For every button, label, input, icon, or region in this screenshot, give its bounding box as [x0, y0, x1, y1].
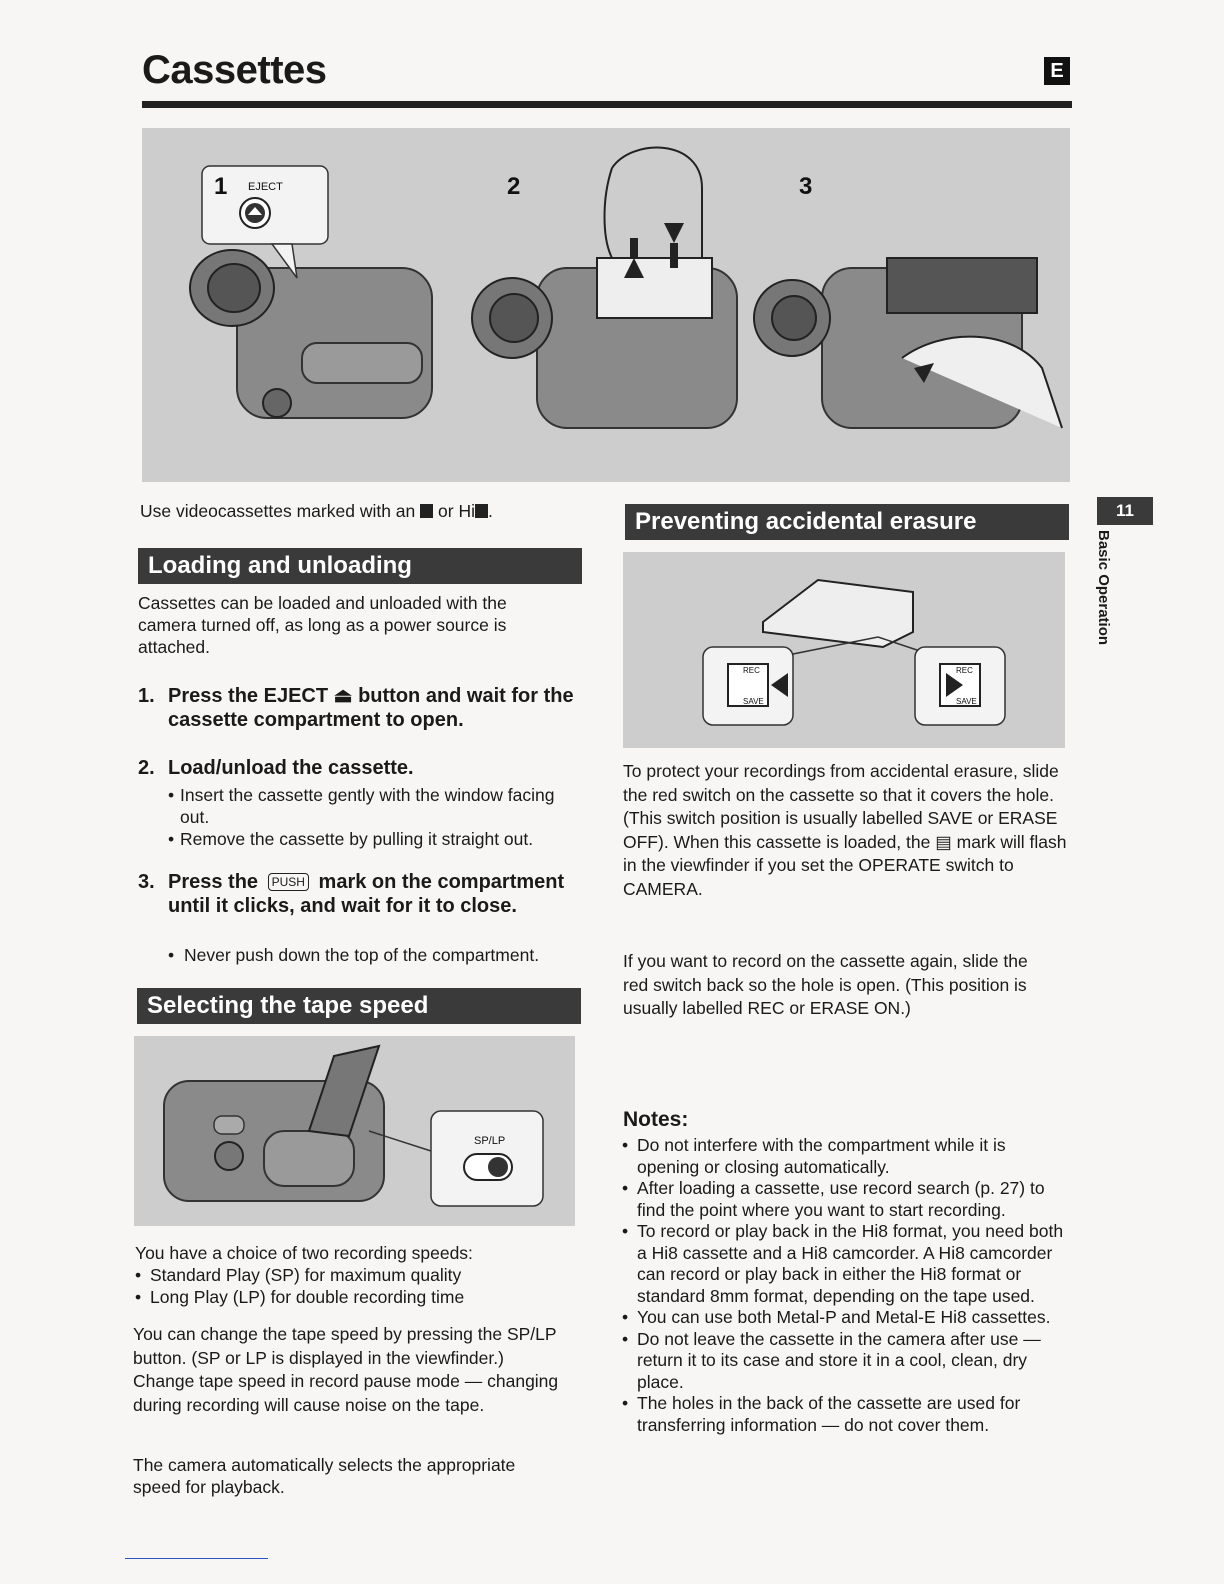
erasure-tab-illustration: [623, 552, 1065, 748]
speed-bullet-sp: • Standard Play (SP) for maximum quality: [135, 1264, 575, 1286]
speed-bullet-lp: • Long Play (LP) for double recording time: [135, 1286, 575, 1308]
note-item: • Do not leave the cassette in the camera after use — return it to its case and store it in a cool, clean, dry place.: [622, 1329, 1064, 1394]
notes-list: [622, 1135, 1064, 1436]
intro-suffix: .: [487, 501, 493, 521]
step-1: [138, 684, 578, 732]
speed-paragraph-2: You can change the tape speed by pressing the SP/LP button. (SP or LP is displayed in the viewfinder.) Change tape speed in record pause mode — changing during recording will cause noise on the tape.: [133, 1324, 559, 1415]
step-1-number: 1.: [138, 685, 155, 707]
loading-intro: Cassettes can be loaded and unloaded with the camera turned off, as long as a power source is attached.: [138, 593, 507, 657]
push-mark-icon: PUSH: [268, 873, 309, 891]
speed-paragraph-3: The camera automatically selects the appropriate speed for playback.: [133, 1455, 516, 1497]
splp-button-label: SP/LP: [474, 1135, 506, 1147]
step-2-bullet-1-text: Insert the cassette gently with the window facing out.: [180, 785, 555, 827]
eject-label: EJECT: [248, 181, 283, 193]
cassette-loading-illustration: [142, 128, 1070, 482]
step-1-text: Press the EJECT ⏏ button and wait for the cassette compartment to open.: [168, 685, 574, 731]
8mm-logo-icon: [420, 504, 433, 518]
rec-label-left: REC: [743, 666, 760, 675]
section-side-label: [1092, 530, 1112, 670]
note-item: • Do not interfere with the compartment while it is opening or closing automatically.: [622, 1135, 1064, 1178]
step-2: [138, 756, 578, 780]
note-item: • To record or play back in the Hi8 format, you need both a Hi8 cassette and a Hi8 camcorder. A Hi8 camcorder can record or play back in either the Hi8 format or standard 8mm format, depending on the tape used.: [622, 1221, 1064, 1307]
step-3: [138, 870, 578, 918]
erasure-paragraph-1: To protect your recordings from accidental erasure, slide the red switch on the cassette so that it covers the hole. (This switch position is usually labelled SAVE or ERASE OFF). When this cassette is loaded, the ▤ mark will flash in the viewfinder if you set the OPERATE switch to CAMERA.: [623, 761, 1067, 899]
erasure-paragraph-2: If you want to record on the cassette again, slide the red switch back so the hole is open. (This position is usually labelled REC or ERASE ON.): [623, 951, 1028, 1018]
step-2-bullet-2-text: Remove the cassette by pulling it straight out.: [180, 829, 534, 849]
intro-prefix: Use videocassettes marked with an: [140, 501, 416, 521]
save-label-left: SAVE: [743, 697, 764, 706]
step-3-bullet-1: • Never push down the top of the compartment.: [168, 944, 588, 966]
speed-bullet-sp-text: Standard Play (SP) for maximum quality: [150, 1265, 462, 1285]
step-3-text-b: mark on the compartment until it clicks, and wait for it to close.: [168, 871, 565, 917]
erasure-heading: Preventing accidental erasure: [625, 504, 1069, 540]
note-item: • The holes in the back of the cassette are used for transferring information — do not cover them.: [622, 1393, 1064, 1436]
step-3-number: 3.: [138, 871, 155, 893]
header-rule: [142, 101, 1072, 108]
step-2-text: Load/unload the cassette.: [168, 757, 414, 779]
save-label-right: SAVE: [956, 697, 977, 706]
step-3-bullet-1-text: Never push down the top of the compartment.: [184, 945, 540, 965]
page-title: Cassettes: [142, 48, 327, 92]
loading-heading: Loading and unloading: [138, 548, 582, 584]
step-2-bullet-2: • Remove the cassette by pulling it straight out.: [168, 828, 588, 850]
speed-bullet-lp-text: Long Play (LP) for double recording time: [150, 1287, 465, 1307]
footer-rule: [125, 1558, 268, 1559]
note-item: • After loading a cassette, use record search (p. 27) to find the point where you want to start recording.: [622, 1178, 1064, 1221]
splp-illustration: [134, 1036, 575, 1226]
step-3-text-a: Press the: [168, 871, 259, 893]
page-number-tab: 11: [1097, 497, 1153, 525]
step-3-marker: 3: [799, 173, 813, 200]
step-2-number: 2.: [138, 757, 155, 779]
note-item: • You can use both Metal-P and Metal-E Hi8 cassettes.: [622, 1307, 1064, 1329]
step-2-bullet-1: • Insert the cassette gently with the window facing out.: [168, 784, 568, 828]
step-2-marker: 2: [507, 173, 521, 200]
intro-mid: or Hi: [438, 501, 475, 521]
section-side-label-text: Basic Operation: [1095, 530, 1112, 646]
speed-paragraph-1: You have a choice of two recording speeds:: [135, 1243, 473, 1263]
rec-label-right: REC: [956, 666, 973, 675]
hi8-logo-icon: [475, 504, 488, 518]
step-1-marker: 1: [214, 173, 228, 200]
notes-title: Notes:: [623, 1108, 689, 1131]
intro-line: [140, 500, 580, 522]
language-badge: E: [1044, 57, 1070, 85]
tape-speed-heading: Selecting the tape speed: [137, 988, 581, 1024]
